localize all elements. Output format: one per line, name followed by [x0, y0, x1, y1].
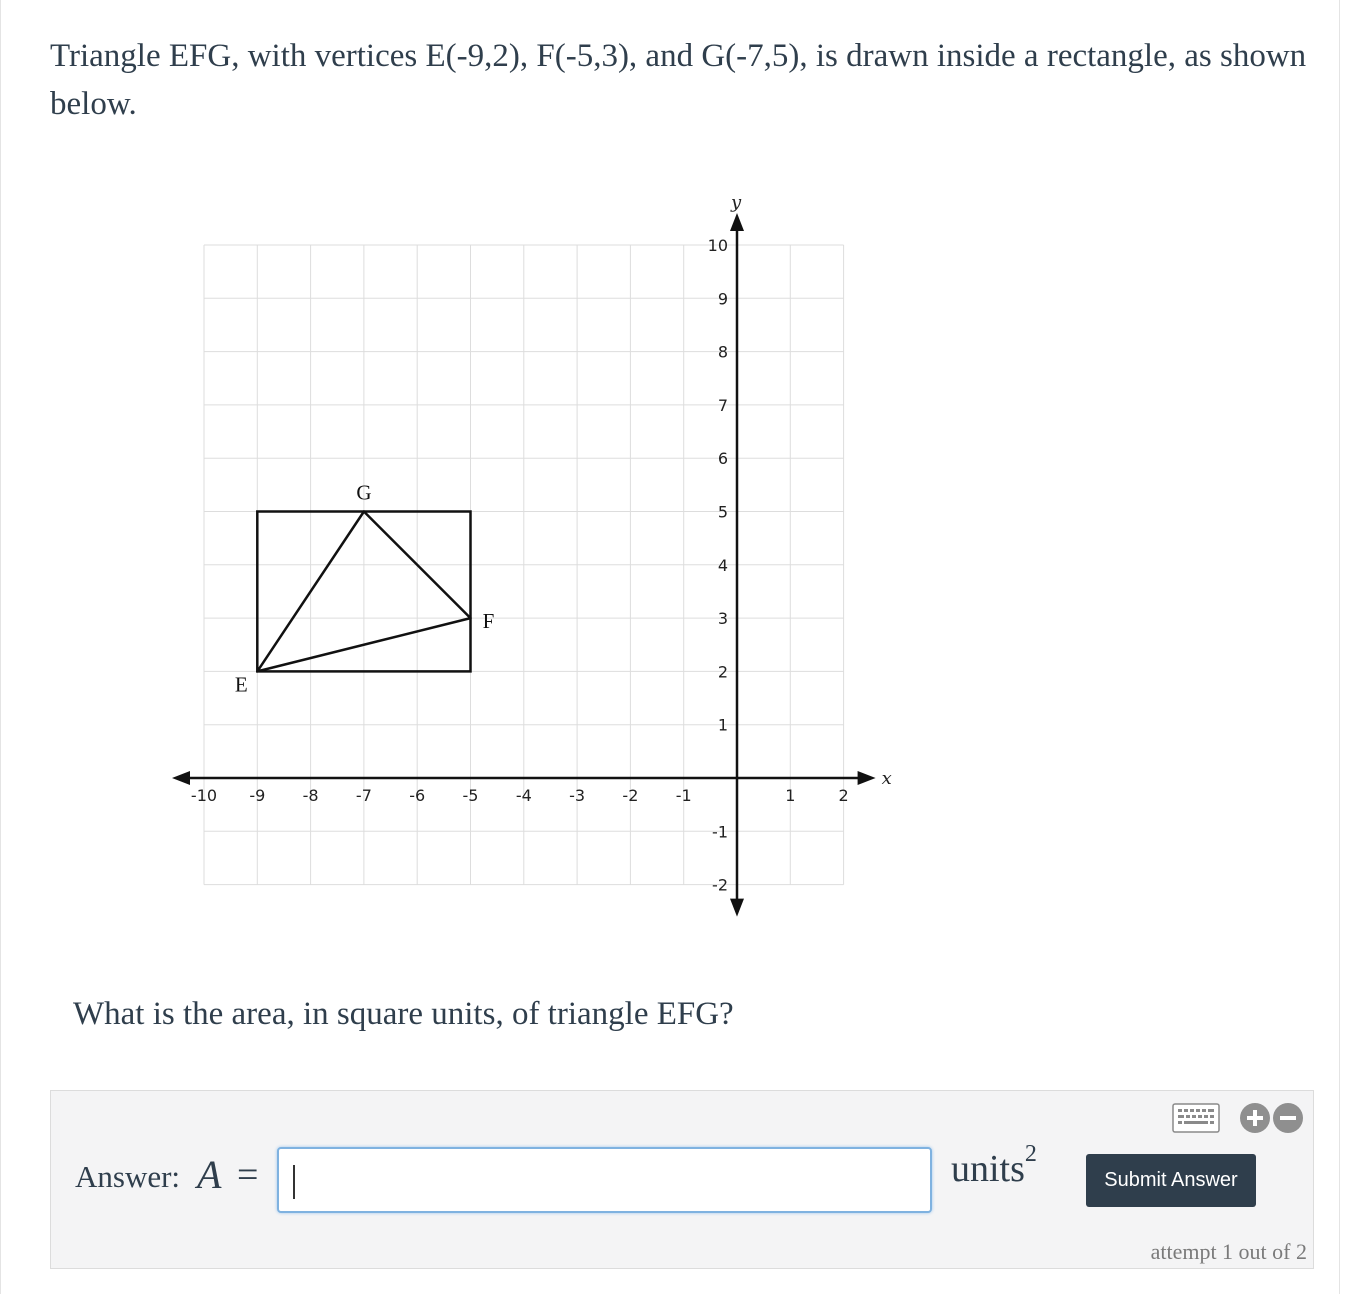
x-tick-label: -6 [409, 786, 426, 805]
y-tick-label: 6 [717, 449, 728, 469]
x-tick-label: -2 [622, 786, 639, 805]
question-text: Triangle EFG, with vertices E(-9,2), F(-5,3), and G(-7,5), is drawn inside a rectangle, as shown below. [50, 38, 1307, 122]
equals-sign: = [237, 1154, 259, 1196]
vertex-label-g: G [356, 480, 372, 505]
y-tick-label: 2 [717, 662, 728, 682]
zoom-controls [1238, 1101, 1308, 1135]
y-tick-label: 4 [717, 555, 728, 575]
vertex-label-f: F [482, 609, 495, 634]
x-axis-arrow-right [858, 771, 876, 785]
units-label [951, 1141, 1037, 1191]
y-axis-arrow-down [730, 899, 744, 917]
y-axis-label: y [731, 192, 742, 213]
x-tick-label: -5 [462, 786, 479, 805]
answer-input[interactable] [277, 1147, 932, 1213]
units-text: units [951, 1148, 1025, 1190]
coordinate-graph [160, 180, 920, 930]
y-tick-label: 1 [717, 715, 728, 735]
x-tick-label: 2 [838, 786, 849, 805]
x-tick-label: -4 [515, 786, 532, 805]
plus-circle-icon[interactable] [1240, 1103, 1270, 1133]
keyboard-icon[interactable] [1172, 1103, 1220, 1133]
y-tick-label: 5 [717, 502, 728, 522]
answer-panel [50, 1090, 1314, 1269]
x-tick-label: -8 [302, 786, 319, 805]
graph-svg [160, 180, 920, 930]
y-tick-label: -1 [712, 822, 728, 842]
question-prompt: What is the area, in square units, of triangle EFG? [73, 996, 734, 1032]
x-tick-label: -1 [675, 786, 692, 805]
y-tick-label: 7 [717, 395, 728, 415]
y-axis-arrow-up [730, 213, 744, 231]
text-caret [293, 1165, 295, 1199]
x-tick-label: 1 [785, 786, 796, 805]
y-tick-label: 3 [717, 609, 728, 629]
axes [172, 192, 892, 917]
x-axis-arrow-left [172, 771, 190, 785]
x-tick-label: -9 [249, 786, 266, 805]
y-tick-label: 10 [707, 236, 728, 255]
submit-answer-button[interactable]: Submit Answer [1086, 1154, 1256, 1207]
answer-variable: A [197, 1152, 222, 1197]
vertex-label-e: E [234, 672, 248, 697]
answer-label: Answer: [75, 1159, 181, 1194]
attempt-counter: attempt 1 out of 2 [1150, 1239, 1307, 1264]
x-tick-label: -3 [569, 786, 586, 805]
units-exponent: 2 [1024, 1141, 1037, 1168]
minus-circle-icon[interactable] [1273, 1103, 1303, 1133]
y-tick-label: -2 [712, 875, 728, 895]
x-axis-label: x [881, 768, 892, 789]
y-tick-label: 8 [717, 342, 728, 362]
y-tick-label: 9 [717, 289, 728, 309]
x-tick-label: -10 [190, 786, 218, 805]
x-tick-label: -7 [355, 786, 372, 805]
